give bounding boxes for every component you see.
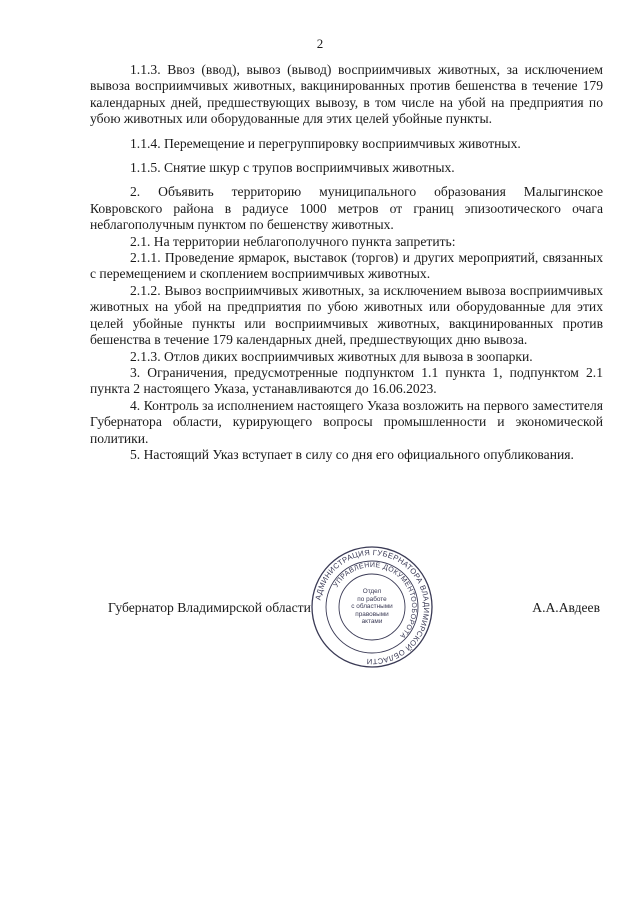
document-body <box>90 62 603 463</box>
paragraph-1-1-4: 1.1.4. Перемещение и перегруппировку восприимчивых животных. <box>130 135 521 151</box>
paragraph-2-1-1: 2.1.1. Проведение ярмарок, выставок (торгов) и других мероприятий, связанных с перемещением и скоплением восприимчивых животных. <box>90 250 603 282</box>
paragraph-2: 2. Объявить территорию муниципального образования Малыгинское Ковровского района в радиусе 1000 метров от границ эпизоотического очага неблагополучным пунктом по бешенству животных. <box>90 184 603 233</box>
stamp-inner-text: Отдел по работе с областными правовыми актами <box>351 588 393 626</box>
signature-block <box>108 600 600 620</box>
paragraph-4: 4. Контроль за исполнением настоящего Указа возложить на первого заместителя Губернатора области, курирующего вопросы промышленности и экономической политики. <box>90 397 603 446</box>
paragraph-2-1: 2.1. На территории неблагополучного пункта запретить: <box>130 233 456 249</box>
paragraph-1-1-3: 1.1.3. Ввоз (ввод), вывоз (вывод) восприимчивых животных, за исключением вывоза восприимчивых животных, вакцинированных против бешенства в течение 179 календарных дней, предшествующих вывозу, в том числе на убой на предприятия по убою животных или оборудованные для этих целей убойные пункты. <box>90 62 603 127</box>
stamp-outer-text: АДМИНИСТРАЦИЯ ГУБЕРНАТОРА ВЛАДИМИРСКОЙ ОБЛАСТИ <box>313 547 432 667</box>
paragraph-2-1-3: 2.1.3. Отлов диких восприимчивых животных для вывоза в зоопарки. <box>130 348 533 364</box>
page-number: 2 <box>316 36 324 51</box>
paragraph-3: 3. Ограничения, предусмотренные подпунктом 1.1 пункта 1, подпунктом 2.1 пункта 2 настоящего Указа, устанавливаются до 16.06.2023. <box>90 364 603 397</box>
signatory-title: Губернатор Владимирской области <box>108 600 311 615</box>
signatory-name: А.А.Авдеев <box>532 600 600 615</box>
paragraph-2-1-2: 2.1.2. Вывоз восприимчивых животных, за исключением вывоза восприимчивых животных на убой на предприятия по убою животных или оборудованные для этих целей убойные пункты или восприимчивых животных, вакцинированных против бешенства в течение 179 календарных дней, предшествующих дню вывоза. <box>90 282 603 348</box>
paragraph-1-1-5: 1.1.5. Снятие шкур с трупов восприимчивых животных. <box>130 160 455 176</box>
stamp-middle-text: УПРАВЛЕНИЕ ДОКУМЕНТООБОРОТА <box>332 561 418 640</box>
paragraph-5: 5. Настоящий Указ вступает в силу со дня его официального опубликования. <box>130 446 574 462</box>
